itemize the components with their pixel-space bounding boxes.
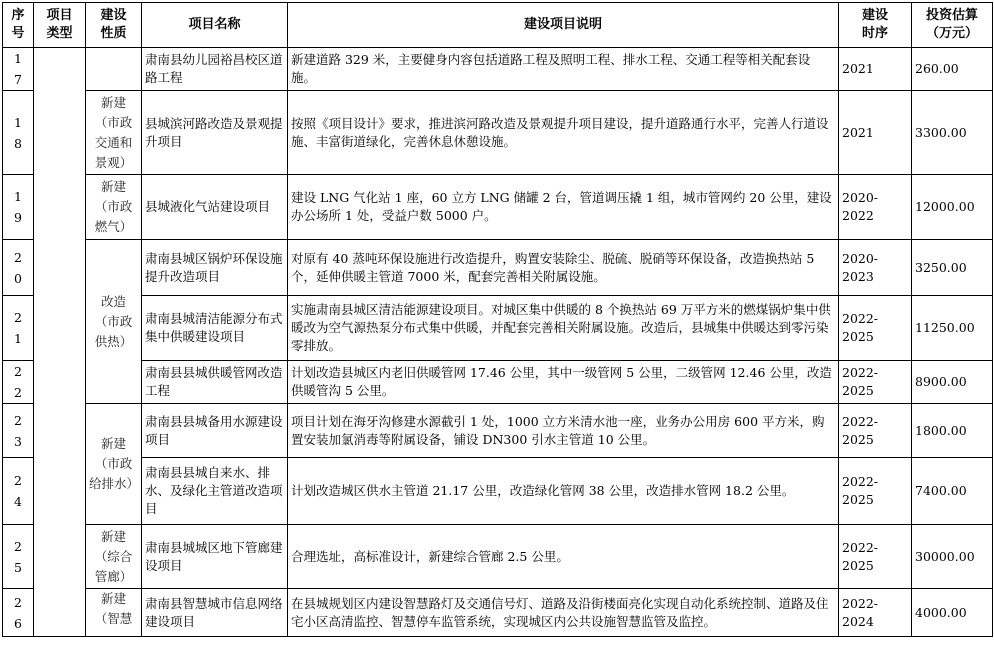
investment-amount: 1800.00	[912, 404, 993, 458]
build-period: 2020-2022	[839, 175, 912, 240]
row-index: 2 2	[3, 361, 34, 404]
build-period: 2022-2025	[839, 296, 912, 361]
row-index: 1 8	[3, 91, 34, 175]
project-description: 新建道路 329 米，主要健身内容包括道路工程及照明工程、排水工程、交通工程等相关配套设施。	[288, 48, 839, 91]
header-amount: 投资估算 （万元）	[912, 3, 993, 48]
project-name: 县城滨河路改造及景观提升项目	[142, 91, 288, 175]
project-description: 对原有 40 蒸吨环保设施进行改造提升，购置安装除尘、脱硫、脱硝等环保设备，改造换热站 5 个，延伸供暖主管道 7000 米，配套完善相关附属设施。	[288, 240, 839, 296]
investment-amount: 30000.00	[912, 525, 993, 589]
row-index: 2 1	[3, 296, 34, 361]
table-row	[3, 525, 993, 589]
investment-amount: 7400.00	[912, 458, 993, 525]
project-name: 肃南县县城供暖管网改造工程	[142, 361, 288, 404]
project-name: 肃南县城城区地下管廊建设项目	[142, 525, 288, 589]
header-idx: 序 号	[3, 3, 34, 48]
nature-cell: 新建（市政给排水）	[86, 404, 142, 525]
row-index: 2 6	[3, 589, 34, 637]
build-period: 2021	[839, 48, 912, 91]
investment-amount: 11250.00	[912, 296, 993, 361]
nature-cell: 新建（市政交通和景观）	[86, 91, 142, 175]
table-row	[3, 458, 993, 525]
table-row	[3, 589, 993, 637]
build-period: 2022-2025	[839, 458, 912, 525]
project-name: 肃南县县城备用水源建设项目	[142, 404, 288, 458]
header-type: 项目 类型	[34, 3, 86, 48]
build-period: 2022-2025	[839, 404, 912, 458]
project-name: 县城液化气站建设项目	[142, 175, 288, 240]
table-row	[3, 175, 993, 240]
table-row	[3, 296, 993, 361]
row-index: 1 9	[3, 175, 34, 240]
project-description: 合理选址，高标准设计，新建综合管廊 2.5 公里。	[288, 525, 839, 589]
project-type-cell	[34, 48, 86, 637]
investment-amount: 3250.00	[912, 240, 993, 296]
table-row	[3, 404, 993, 458]
project-description: 实施肃南县城区清洁能源建设项目。对城区集中供暖的 8 个换热站 69 万平方米的燃煤锅炉集中供暖改为空气源热泵分布式集中供暖，并配套完善相关附属设施。改造后，县城集中供暖达到零污染零排放。	[288, 296, 839, 361]
build-period: 2020-2023	[839, 240, 912, 296]
investment-amount: 12000.00	[912, 175, 993, 240]
table-row	[3, 91, 993, 175]
project-description: 在县城规划区内建设智慧路灯及交通信号灯、道路及沿街楼面亮化实现自动化系统控制、道路及住宅小区高清监控、智慧停车监管系统，实现城区内公共设施智慧监管及监控。	[288, 589, 839, 637]
build-period: 2022-2025	[839, 361, 912, 404]
nature-cell-empty	[86, 48, 142, 91]
investment-amount: 260.00	[912, 48, 993, 91]
nature-cell: 改造（市政供热）	[86, 240, 142, 404]
nature-cell: 新建（市政燃气）	[86, 175, 142, 240]
project-name: 肃南县幼儿园裕昌校区道路工程	[142, 48, 288, 91]
table-row	[3, 240, 993, 296]
header-desc: 建设项目说明	[288, 3, 839, 48]
project-description: 计划改造县城区内老旧供暖管网 17.46 公里，其中一级管网 5 公里，二级管网 12.46 公里，改造供暖管沟 5 公里。	[288, 361, 839, 404]
row-index: 2 4	[3, 458, 34, 525]
project-description: 计划改造城区供水主管道 21.17 公里，改造绿化管网 38 公里，改造排水管网 18.2 公里。	[288, 458, 839, 525]
header-row	[3, 3, 993, 48]
build-period: 2022-2025	[839, 525, 912, 589]
build-period: 2021	[839, 91, 912, 175]
project-description: 按照《项目设计》要求，推进滨河路改造及景观提升项目建设，提升道路通行水平，完善人行道设施、丰富街道绿化，完善休息休憩设施。	[288, 91, 839, 175]
row-index: 2 5	[3, 525, 34, 589]
project-name: 肃南县智慧城市信息网络建设项目	[142, 589, 288, 637]
project-description: 建设 LNG 气化站 1 座，60 立方 LNG 储罐 2 台，管道调压撬 1 组，城市管网约 20 公里，建设办公场所 1 处，受益户数 5000 户。	[288, 175, 839, 240]
row-index: 2 0	[3, 240, 34, 296]
project-description: 项目计划在海牙沟修建水源截引 1 处，1000 立方米清水池一座，业务办公用房 600 平方米，购置安装加氯消毒等附属设备，铺设 DN300 引水主管道 10 公里。	[288, 404, 839, 458]
header-period: 建设 时序	[839, 3, 912, 48]
investment-amount: 4000.00	[912, 589, 993, 637]
row-index: 1 7	[3, 48, 34, 91]
header-nature: 建设 性质	[86, 3, 142, 48]
project-name: 肃南县城区锅炉环保设施提升改造项目	[142, 240, 288, 296]
header-name: 项目名称	[142, 3, 288, 48]
nature-cell: 新建（智慧	[86, 589, 142, 637]
table-row	[3, 361, 993, 404]
project-name: 肃南县城清洁能源分布式集中供暖建设项目	[142, 296, 288, 361]
project-table	[2, 2, 993, 637]
project-name: 肃南县县城自来水、排水、及绿化主管道改造项目	[142, 458, 288, 525]
table-row	[3, 48, 993, 91]
build-period: 2022-2024	[839, 589, 912, 637]
row-index: 2 3	[3, 404, 34, 458]
investment-amount: 8900.00	[912, 361, 993, 404]
nature-cell: 新建（综合管廊）	[86, 525, 142, 589]
investment-amount: 3300.00	[912, 91, 993, 175]
